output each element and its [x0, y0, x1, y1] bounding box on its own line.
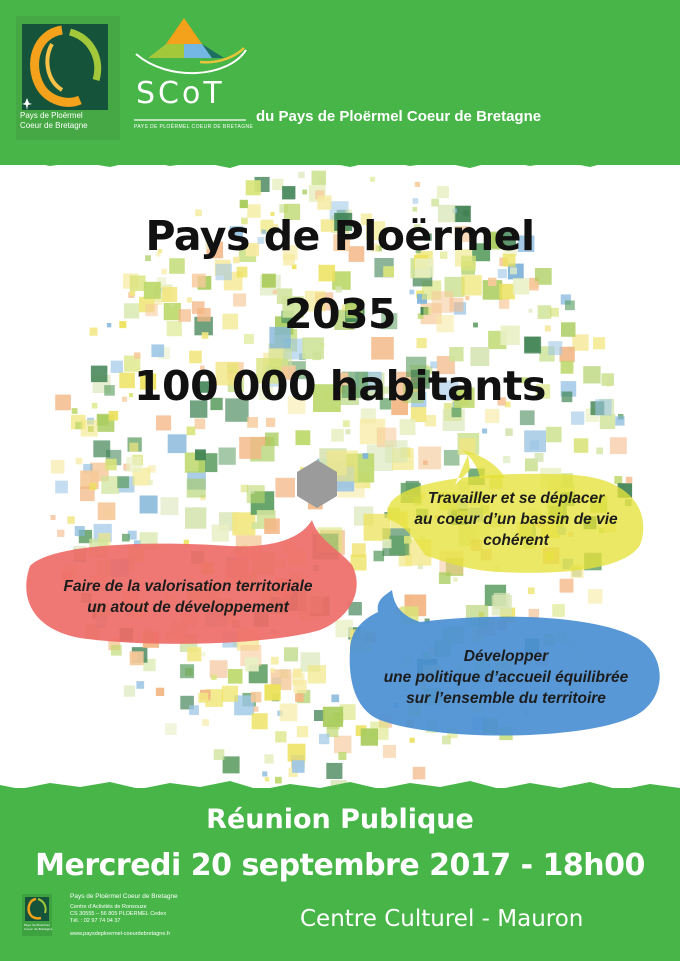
blue-line2: une politique d’accueil équilibrée [383, 669, 629, 686]
blue-bubble-text [356, 646, 656, 709]
logo-caption-line2: Coeur de Bretagne [20, 121, 88, 130]
contact-org: Pays de Ploërmel Coeur de Bretagne [70, 893, 178, 900]
footer-mini-logo [22, 894, 52, 936]
mini-logo-circle-icon [25, 897, 49, 921]
red-bubble-text [28, 576, 348, 618]
contact-website-link[interactable]: www.paysdeploermel-coeurdebretagne.fr [70, 931, 171, 937]
meeting-date: Mercredi 20 septembre 2017 - 18h00 [35, 848, 645, 883]
red-line2: un atout de développement [87, 599, 289, 616]
scot-subtitle: PAYS DE PLOËRMEL COEUR DE BRETAGNE [134, 124, 254, 130]
header-subtitle: du Pays de Ploërmel Coeur de Bretagne [256, 108, 542, 125]
logo-caption-line1: Pays de Ploërmel [20, 111, 83, 120]
contact-block [70, 892, 178, 938]
yellow-line2: au coeur d’un bassin de vie [414, 511, 618, 528]
blue-line3: sur l’ensemble du territoire [406, 690, 606, 707]
contact-address2: CS 30555 – 56 805 PLOERMEL Cedex [70, 911, 167, 917]
contact-phone: Tél. : 02 97 74 04 37 [70, 918, 121, 924]
blue-line1: Développer [463, 648, 549, 665]
yellow-bubble-text [396, 488, 636, 551]
meeting-venue: Centre Culturel - Mauron [300, 906, 584, 932]
title-line2: 2035 [283, 290, 397, 338]
yellow-line3: cohérent [483, 532, 549, 549]
yellow-line1: Travailler et se déplacer [427, 490, 605, 507]
red-line1: Faire de la valorisation territoriale [63, 578, 313, 595]
title-line3: 100 000 habitants [134, 362, 546, 410]
meeting-label: Réunion Publique [206, 804, 474, 835]
scot-wordmark: SCoT [136, 76, 225, 111]
title-line1: Pays de Ploërmel [145, 212, 535, 260]
mini-logo-caption: Pays de Ploërmel Coeur de Bretagne [24, 923, 53, 931]
contact-address1: Centre d’Activités de Ronsouze [70, 904, 147, 910]
